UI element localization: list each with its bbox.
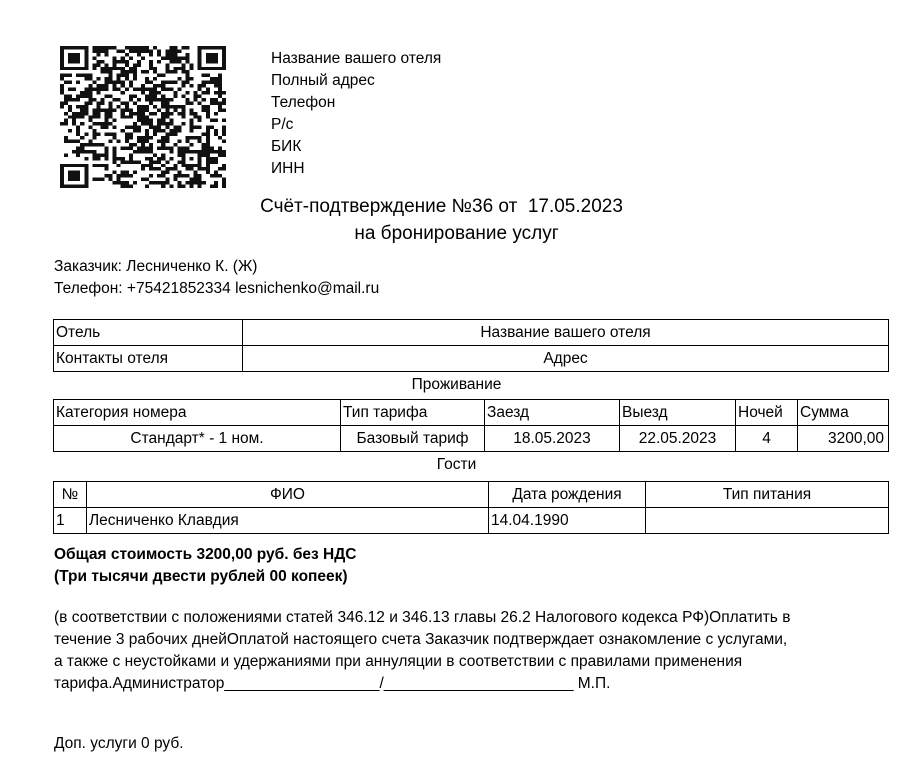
terms-signature-line: тарифа.Администратор__________________/______________________ М.П.: [54, 675, 611, 692]
table-row: [54, 426, 889, 452]
hotel-contacts-label: Контакты отеля: [54, 346, 243, 372]
accommodation-section-title: Проживание: [411, 376, 502, 393]
table-header-row: [54, 400, 889, 426]
cell-room-category: Стандарт* - 1 ном.: [54, 426, 341, 452]
cell-meal-type: [646, 508, 889, 534]
guests-section-title: Гости: [436, 456, 477, 473]
terms-line: (в соответствии с положениями статей 346.12 и 346.13 главы 26.2 Налогового кодекса РФ)Оплатить в: [54, 609, 791, 626]
guests-table: [53, 481, 889, 534]
table-header-row: [54, 482, 889, 508]
header-nights: Ночей: [736, 400, 798, 426]
document-subtitle: на бронирование услуг: [354, 223, 559, 244]
hotel-name: Название вашего отеля: [271, 50, 442, 67]
header-amount: Сумма: [798, 400, 889, 426]
hotel-inn: ИНН: [271, 160, 305, 177]
terms-line: а также с неустойками и удержаниями при аннуляции в соответствии с правилами применения: [54, 653, 743, 670]
hotel-address: Полный адрес: [271, 72, 375, 89]
total-in-words: (Три тысячи двести рублей 00 копеек): [54, 568, 348, 585]
table-row: [54, 320, 889, 346]
cell-nights: 4: [736, 426, 798, 452]
header-full-name: ФИО: [87, 482, 489, 508]
table-row: [54, 508, 889, 534]
cell-checkin: 18.05.2023: [485, 426, 620, 452]
cell-amount: 3200,00: [798, 426, 889, 452]
total-cost: Общая стоимость 3200,00 руб. без НДС: [54, 546, 357, 563]
cell-tariff-type: Базовый тариф: [341, 426, 485, 452]
header-checkin: Заезд: [485, 400, 620, 426]
extra-services: Доп. услуги 0 руб.: [54, 735, 184, 752]
hotel-bik: БИК: [271, 138, 302, 155]
cell-number: 1: [54, 508, 87, 534]
cell-full-name: Лесниченко Клавдия: [87, 508, 489, 534]
hotel-account: Р/с: [271, 116, 294, 133]
document-title: [0, 196, 913, 218]
cell-birth-date: 14.04.1990: [489, 508, 646, 534]
hotel-label: Отель: [54, 320, 243, 346]
header-tariff-type: Тип тарифа: [341, 400, 485, 426]
hotel-contacts-value: Адрес: [243, 346, 889, 372]
cell-checkout: 22.05.2023: [620, 426, 736, 452]
header-room-category: Категория номера: [54, 400, 341, 426]
header-birth-date: Дата рождения: [489, 482, 646, 508]
hotel-phone: Телефон: [271, 94, 336, 111]
hotel-value: Название вашего отеля: [243, 320, 889, 346]
header-meal-type: Тип питания: [646, 482, 889, 508]
accommodation-table: [53, 399, 889, 452]
header-number: №: [54, 482, 87, 508]
hotel-info-table: [53, 319, 889, 372]
header-checkout: Выезд: [620, 400, 736, 426]
table-row: [54, 346, 889, 372]
document-title-line1: Счёт-подтверждение №36 от 17.05.2023: [260, 196, 623, 217]
customer-contact: Телефон: +75421852334 lesnichenko@mail.ru: [54, 280, 380, 297]
qr-code-icon: [60, 46, 226, 188]
customer-name: Заказчик: Лесниченко К. (Ж): [54, 258, 258, 275]
terms-line: течение 3 рабочих днейОплатой настоящего счета Заказчик подтверждает ознакомление с услугами,: [54, 631, 788, 648]
